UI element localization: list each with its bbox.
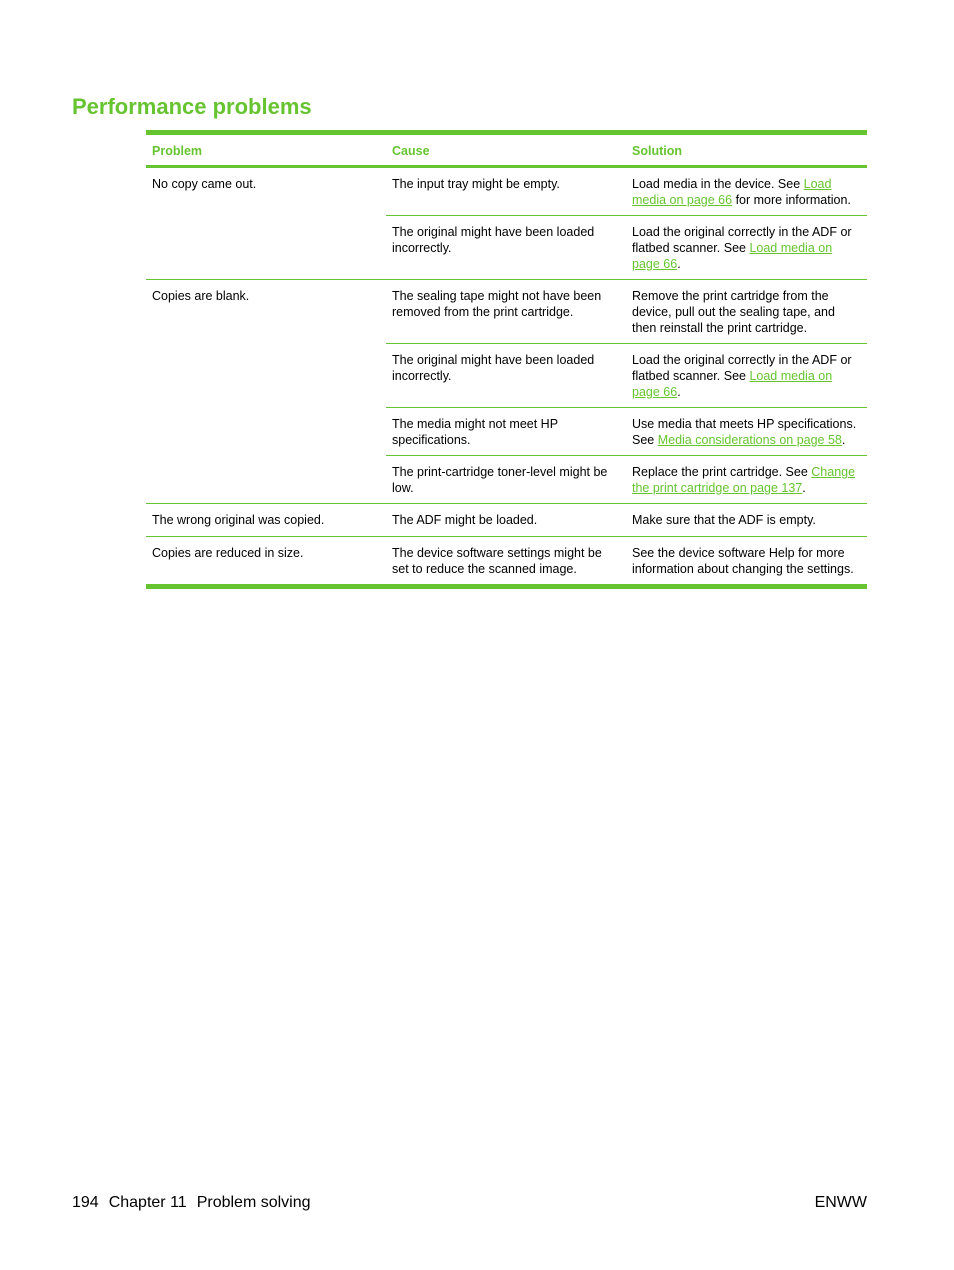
table-row <box>386 456 867 503</box>
solution-cell <box>626 280 867 343</box>
media-considerations-link[interactable]: Media considerations on page 58 <box>657 433 842 447</box>
cause-cell: The media might not meet HP specifications. <box>392 417 558 447</box>
table-row <box>386 344 867 408</box>
cause-cell: The input tray might be empty. <box>392 177 560 191</box>
solution-cell <box>626 344 867 407</box>
cause-cell: The ADF might be loaded. <box>392 513 538 527</box>
solution-text-tail: for more information. <box>732 193 851 207</box>
footer-right: ENWW <box>814 1194 867 1211</box>
solution-cell <box>626 504 867 535</box>
solution-cell <box>626 168 867 215</box>
table-row <box>386 216 867 279</box>
table-row <box>386 408 867 456</box>
problem-group <box>146 537 867 584</box>
cause-cell: The original might have been loaded incorrectly. <box>392 353 595 383</box>
cause-cell: The print-cartridge toner-level might be low. <box>392 465 608 495</box>
load-media-link[interactable]: Load media on page 66 <box>632 241 833 271</box>
solution-cell <box>626 537 867 584</box>
table-row <box>386 168 867 216</box>
page-title: Performance problems <box>72 94 312 119</box>
solution-text: Load the original correctly in the ADF or flatbed scanner. See <box>632 225 852 255</box>
load-media-link[interactable]: Load media on page 66 <box>632 369 833 399</box>
problem-cell: The wrong original was copied. <box>152 513 325 527</box>
change-print-cartridge-link[interactable]: Change the print cartridge on page 137 <box>632 465 856 495</box>
performance-problems-table <box>146 130 867 589</box>
chapter-label: Chapter 11 <box>108 1194 187 1211</box>
solution-text: Load the original correctly in the ADF or flatbed scanner. See <box>632 353 852 383</box>
solution-text: Load media in the device. See <box>632 177 804 191</box>
load-media-link[interactable]: Load media on page 66 <box>632 177 832 207</box>
table-header <box>146 135 867 168</box>
solution-cell <box>626 456 867 503</box>
header-problem: Problem <box>152 144 203 158</box>
problem-group <box>146 504 867 537</box>
solution-text: Make sure that the ADF is empty. <box>632 513 816 527</box>
table-row <box>386 280 867 344</box>
header-cause: Cause <box>392 144 430 158</box>
cause-solution-list <box>386 280 867 503</box>
problem-group <box>146 168 867 280</box>
table-row <box>386 504 867 535</box>
header-solution: Solution <box>632 144 682 158</box>
solution-text-tail: . <box>841 433 846 447</box>
cause-cell: The device software settings might be set to reduce the scanned image. <box>392 546 602 576</box>
solution-text-tail: . <box>677 385 681 399</box>
problem-cell: Copies are reduced in size. <box>152 546 304 560</box>
solution-cell <box>626 216 867 279</box>
solution-text: Remove the print cartridge from the device, pull out the sealing tape, and then reinstall the print cartridge. <box>632 289 835 335</box>
footer-left <box>72 1193 321 1213</box>
solution-text: Replace the print cartridge. See <box>632 465 812 479</box>
problem-group <box>146 280 867 504</box>
problem-cell: Copies are blank. <box>152 289 250 303</box>
table-row <box>386 537 867 584</box>
solution-text-tail: . <box>802 481 806 495</box>
solution-text-tail: . <box>677 257 681 271</box>
cause-solution-list <box>386 537 867 584</box>
page-number: 194 <box>72 1194 99 1211</box>
solution-text: Use media that meets HP specifications. See <box>632 417 857 447</box>
cause-solution-list <box>386 504 867 536</box>
chapter-title: Problem solving <box>196 1194 311 1211</box>
solution-text: See the device software Help for more information about changing the settings. <box>632 546 854 576</box>
solution-cell <box>626 408 867 455</box>
cause-solution-list <box>386 168 867 279</box>
cause-cell: The original might have been loaded incorrectly. <box>392 225 595 255</box>
cause-cell: The sealing tape might not have been removed from the print cartridge. <box>392 289 602 319</box>
problem-cell: No copy came out. <box>152 177 257 191</box>
